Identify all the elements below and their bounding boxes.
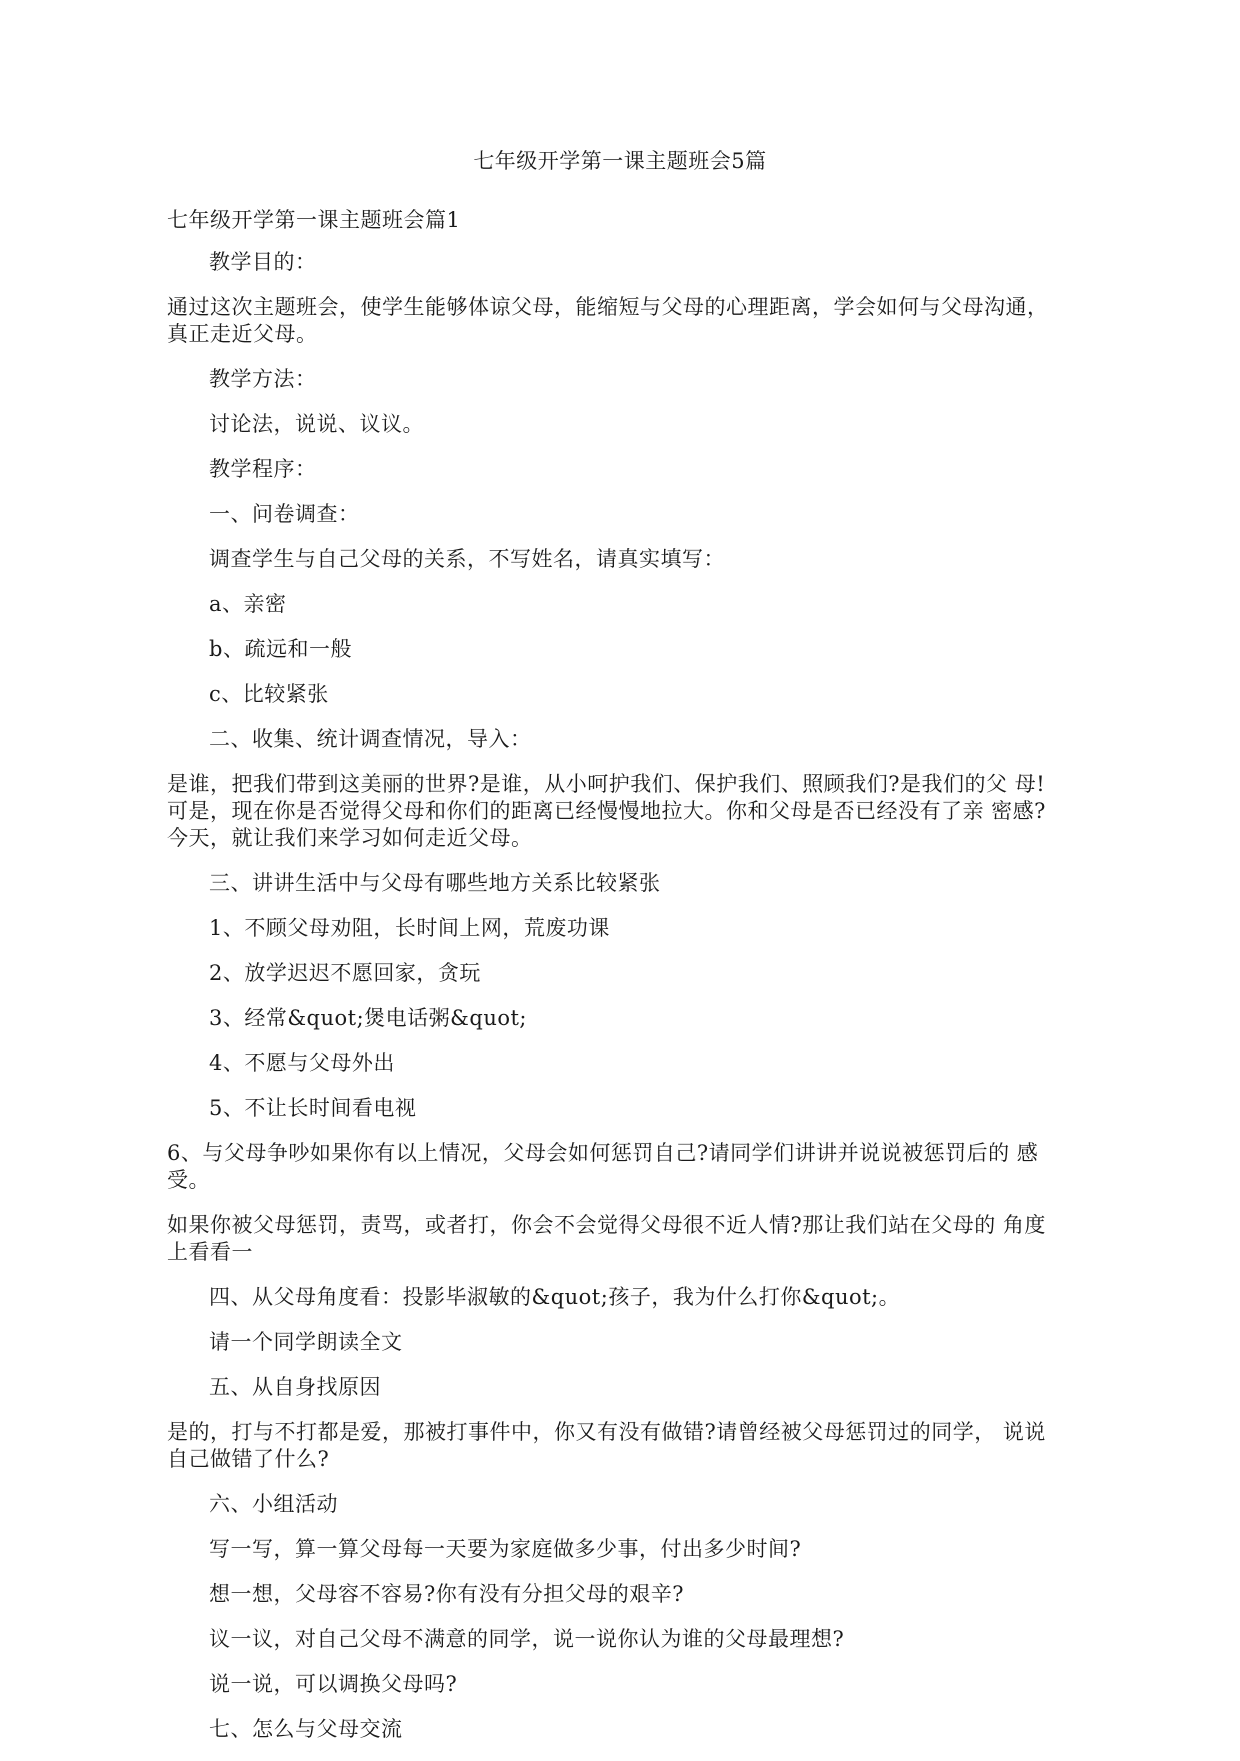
- paragraph: 三、讲讲生活中与父母有哪些地方关系比较紧张: [209, 871, 661, 895]
- section-heading: 七年级开学第一课主题班会篇1: [167, 208, 461, 232]
- paragraph: 2、放学迟迟不愿回家，贪玩: [209, 961, 481, 985]
- paragraph: 调查学生与自己父母的关系，不写姓名，请真实填写：: [209, 547, 725, 571]
- paragraph: b、疏远和一般: [209, 637, 352, 661]
- paragraph: 1、不顾父母劝阻，长时间上网，荒废功课: [209, 916, 610, 940]
- paragraph: 如果你被父母惩罚，责骂，或者打，你会不会觉得父母很不近人情?那让我们站在父母的 角度上看看一: [167, 1213, 1046, 1264]
- paragraph: 通过这次主题班会，使学生能够体谅父母，能缩短与父母的心理距离，学会如何与父母沟通，真正走近父母。: [167, 295, 1049, 346]
- paragraph: a、亲密: [209, 592, 287, 616]
- paragraph: 四、从父母角度看：投影毕淑敏的&quot;孩子，我为什么打你&quot;。: [209, 1285, 901, 1309]
- paragraph: 是谁，把我们带到这美丽的世界?是谁，从小呵护我们、保护我们、照顾我们?是我们的父 母!可是，现在你是否觉得父母和你们的距离已经慢慢地拉大。你和父母是否已经没有了亲 密感?今天，就让我们来学习如何走近父母。: [167, 772, 1046, 850]
- paragraph: 请一个同学朗读全文: [209, 1330, 403, 1354]
- paragraph: 议一议，对自己父母不满意的同学，说一说你认为谁的父母最理想?: [209, 1627, 845, 1651]
- paragraph: 写一写，算一算父母每一天要为家庭做多少事，付出多少时间?: [209, 1537, 802, 1561]
- paragraph: 是的，打与不打都是爱，那被打事件中，你又有没有做错?请曾经被父母惩罚过的同学， 说说自己做错了什么?: [167, 1420, 1046, 1471]
- paragraph: 教学方法：: [209, 367, 317, 391]
- paragraph: 一、问卷调查：: [209, 502, 360, 526]
- paragraph: 3、经常&quot;煲电话粥&quot;: [209, 1006, 527, 1030]
- paragraph: 讨论法，说说、议议。: [209, 412, 424, 436]
- document-title: 七年级开学第一课主题班会5篇: [473, 149, 767, 173]
- paragraph: 六、小组活动: [209, 1492, 338, 1516]
- document-body: [167, 205, 1058, 1761]
- paragraph: c、比较紧张: [209, 682, 329, 706]
- paragraph: 6、与父母争吵如果你有以上情况，父母会如何惩罚自己?请同学们讲讲并说说被惩罚后的 感受。: [167, 1141, 1039, 1192]
- paragraph: 想一想，父母容不容易?你有没有分担父母的艰辛?: [209, 1582, 685, 1606]
- paragraph: 5、不让长时间看电视: [209, 1096, 417, 1120]
- paragraph: 说一说，可以调换父母吗?: [209, 1672, 458, 1696]
- paragraph: 七、怎么与父母交流: [209, 1717, 403, 1741]
- paragraph: 教学程序：: [209, 457, 317, 481]
- paragraph: 教学目的：: [209, 250, 317, 274]
- paragraph: 五、从自身找原因: [209, 1375, 381, 1399]
- paragraph: 4、不愿与父母外出: [209, 1051, 395, 1075]
- paragraph: 二、收集、统计调查情况，导入：: [209, 727, 532, 751]
